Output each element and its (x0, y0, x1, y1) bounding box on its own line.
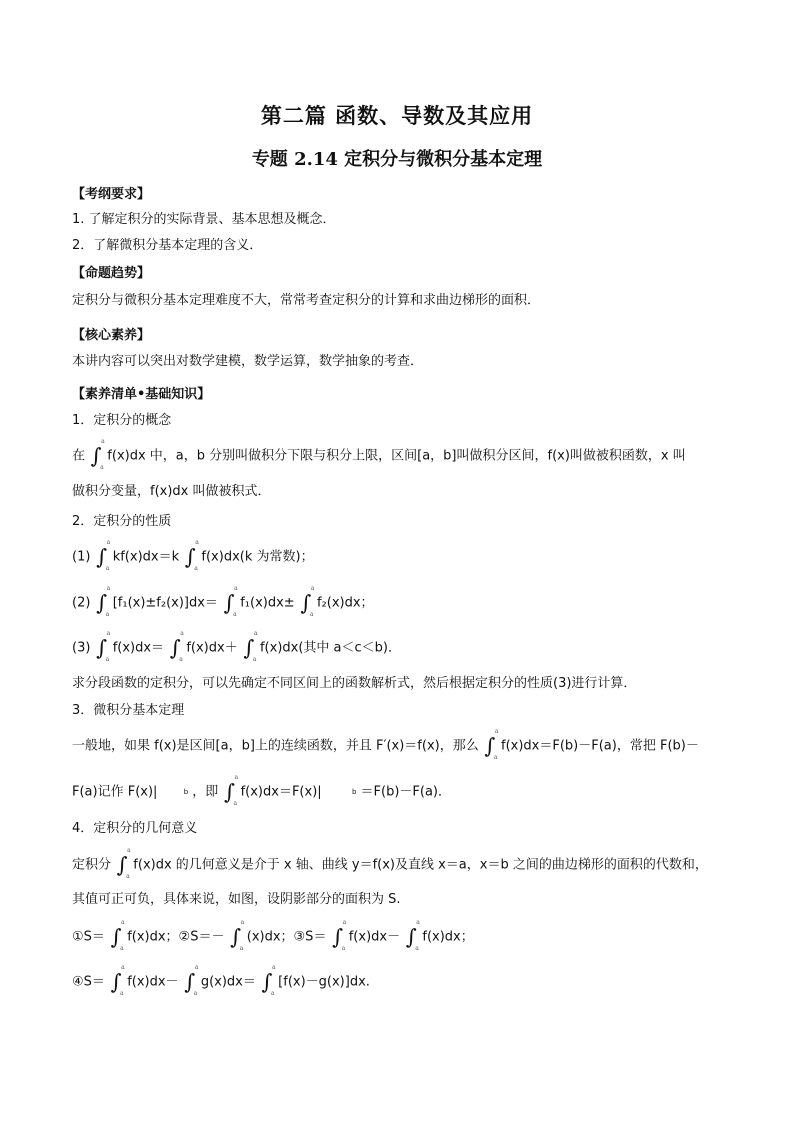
integral-symbol: ∫ (300, 591, 312, 615)
text: F(a)记作 F(x)| (72, 784, 158, 800)
integral-symbol: ∫ (332, 925, 344, 949)
lower-limit: a (194, 565, 198, 572)
text: f₁(x)dx± (240, 595, 295, 611)
requirement-2: 2．了解微积分基本定理的含义． (72, 238, 263, 253)
upper-limit: a (234, 585, 238, 592)
integral-symbol: ∫ (116, 853, 128, 877)
text: f(x)dx－ (348, 929, 401, 945)
integral-sign (331, 919, 347, 952)
upper-limit: a (121, 919, 125, 926)
lower-limit: a (415, 945, 419, 952)
integral-sign (89, 438, 105, 471)
text: g(x)dx＝ (200, 974, 256, 990)
text: 定积分 (72, 857, 112, 873)
integral-sign (115, 847, 131, 880)
upper-limit: a (234, 774, 239, 781)
integral-sign (95, 630, 111, 663)
upper-limit: a (342, 919, 347, 926)
integral-sign (242, 630, 258, 663)
text: (1) (72, 549, 91, 565)
integral-sign (109, 964, 125, 997)
upper-limit: a (127, 847, 131, 854)
sub-title: 专题 2.14 定积分与微积分基本定理 (251, 149, 543, 170)
definition-line-2: 做积分变量，f(x)dx 叫做被积式． (72, 484, 271, 499)
integral-symbol: ∫ (110, 970, 122, 994)
integral-symbol: ∫ (405, 925, 417, 949)
integral-sign (222, 774, 239, 807)
text: f(x)dx＝F(x)| (240, 784, 322, 800)
upper-limit: a (195, 539, 199, 546)
upper-limit: a (416, 919, 420, 926)
text: 在 (72, 448, 86, 464)
requirement-1: 1. 了解定积分的实际背景、基本思想及概念． (72, 212, 336, 227)
lower-limit: a (233, 800, 238, 807)
geometry-line-2: 其值可正可负，具体来说，如图，设阴影部分的面积为 S. (72, 892, 401, 907)
text: f(x)dx； (422, 929, 474, 945)
lower-limit: a (252, 656, 257, 663)
integral-symbol: ∫ (261, 970, 273, 994)
text: 一般地，如果 f(x)是区间[a，b]上的连续函数，并且 F′(x)＝f(x)，那么 (72, 738, 479, 754)
integral-symbol: ∫ (96, 591, 108, 615)
upper-limit: a (180, 630, 184, 637)
lower-limit: a (100, 464, 104, 471)
integral-symbol: ∫ (96, 545, 108, 569)
text: f(x)dx＋ (186, 640, 238, 656)
upper-limit: a (272, 964, 276, 971)
lower-limit: a (493, 754, 498, 761)
integral-sign (95, 539, 111, 572)
lower-limit: a (120, 990, 124, 997)
section-heading-trend: 【命题趋势】 (72, 266, 151, 281)
text: (3) (72, 640, 91, 656)
superscript: b (183, 788, 189, 796)
integral-symbol: ∫ (184, 545, 196, 569)
integral-sign (260, 964, 276, 997)
trend-text: 定积分与微积分基本定理难度不大，常常考查定积分的计算和求曲边梯形的面积． (72, 293, 541, 308)
lower-limit: a (120, 945, 124, 952)
text: f₂(x)dx； (316, 595, 374, 611)
upper-limit: a (253, 630, 258, 637)
integral-sign (95, 585, 111, 618)
integral-symbol: ∫ (223, 591, 235, 615)
lower-limit: a (233, 611, 237, 618)
integral-sign (222, 585, 238, 618)
theorem-line-1 (72, 728, 699, 761)
topic-2-title: 2．定积分的性质 (72, 514, 172, 529)
lower-limit: a (105, 611, 110, 618)
upper-limit: a (310, 585, 315, 592)
text: [f₁(x)±f₂(x)]dx＝ (112, 595, 218, 611)
text: f(x)dx＝ (112, 640, 165, 656)
text: f(x)dx；②S＝－ (127, 929, 225, 945)
text: kf(x)dx＝k (112, 549, 180, 565)
definition-line-1 (72, 438, 686, 471)
area-formulas-2 (72, 964, 370, 997)
upper-limit: a (494, 728, 499, 735)
integral-symbol: ∫ (223, 780, 235, 804)
upper-limit: a (101, 438, 105, 445)
text: f(x)dx(其中 a＜c＜b)． (259, 640, 401, 656)
text: f(x)dx 的几何意义是介于 x 轴、曲线 y＝f(x)及直线 x＝a，x＝b 之间的曲边梯形的面积的代数和， (133, 857, 708, 873)
lower-limit: a (341, 945, 346, 952)
upper-limit: a (240, 919, 245, 926)
lower-limit: a (239, 945, 244, 952)
integral-symbol: ∫ (243, 636, 255, 660)
lower-limit: a (105, 565, 110, 572)
topic-4-title: 4．定积分的几何意义 (72, 821, 198, 836)
section-heading-requirements: 【考纲要求】 (72, 187, 151, 202)
theorem-line-2 (72, 774, 451, 807)
area-formulas-1 (72, 919, 474, 952)
text: (2) (72, 595, 91, 611)
text: (x)dx；③S＝ (246, 929, 327, 945)
lower-limit: a (126, 873, 130, 880)
text: [f(x)－g(x)]dx. (278, 974, 370, 990)
text: ＝F(b)－F(a)． (360, 784, 451, 800)
property-2 (72, 585, 374, 618)
section-heading-basics: 【素养清单•基础知识】 (72, 387, 211, 402)
text: ①S＝ (72, 929, 105, 945)
lower-limit: a (309, 611, 314, 618)
integral-sign (109, 919, 125, 952)
text: ④S＝ (72, 974, 105, 990)
integral-symbol: ∫ (110, 925, 122, 949)
integral-sign (168, 630, 184, 663)
lower-limit: a (193, 990, 198, 997)
property-1 (72, 539, 314, 572)
topic-3-title: 3．微积分基本定理 (72, 703, 185, 718)
section-heading-core: 【核心素养】 (72, 328, 151, 343)
property-3-note: 求分段函数的定积分，可以先确定不同区间上的函数解析式，然后根据定积分的性质(3)进行计算． (72, 676, 637, 691)
upper-limit: a (121, 964, 125, 971)
integral-sign (229, 919, 245, 952)
upper-limit: a (106, 630, 111, 637)
geometry-line-1 (72, 847, 708, 880)
integral-symbol: ∫ (90, 444, 102, 468)
main-title: 第二篇 函数、导数及其应用 (260, 103, 534, 128)
text: f(x)dx－ (127, 974, 179, 990)
integral-symbol: ∫ (484, 734, 496, 758)
integral-sign (299, 585, 315, 618)
property-3 (72, 630, 401, 663)
lower-limit: a (105, 656, 110, 663)
text: ，即 (192, 784, 219, 800)
integral-sign (404, 919, 420, 952)
core-text: 本讲内容可以突出对数学建模，数学运算，数学抽象的考查． (72, 354, 424, 369)
text: f(x)dx(k 为常数)； (201, 549, 314, 565)
upper-limit: a (194, 964, 199, 971)
integral-sign (183, 539, 199, 572)
integral-symbol: ∫ (230, 925, 242, 949)
integral-symbol: ∫ (96, 636, 108, 660)
upper-limit: a (106, 539, 111, 546)
topic-1-title: 1．定积分的概念 (72, 413, 172, 428)
integral-sign (483, 728, 499, 761)
integral-symbol: ∫ (184, 970, 196, 994)
integral-sign (183, 964, 199, 997)
integral-symbol: ∫ (169, 636, 181, 660)
lower-limit: a (271, 990, 275, 997)
text: f(x)dx 中，a，b 分别叫做积分下限与积分上限，区间[a，b]叫做积分区间，f(x)叫做被积函数，x 叫 (107, 448, 686, 464)
text: f(x)dx＝F(b)－F(a)，常把 F(b)－ (501, 738, 699, 754)
upper-limit: a (106, 585, 111, 592)
lower-limit: a (179, 656, 183, 663)
superscript: b (351, 788, 357, 796)
